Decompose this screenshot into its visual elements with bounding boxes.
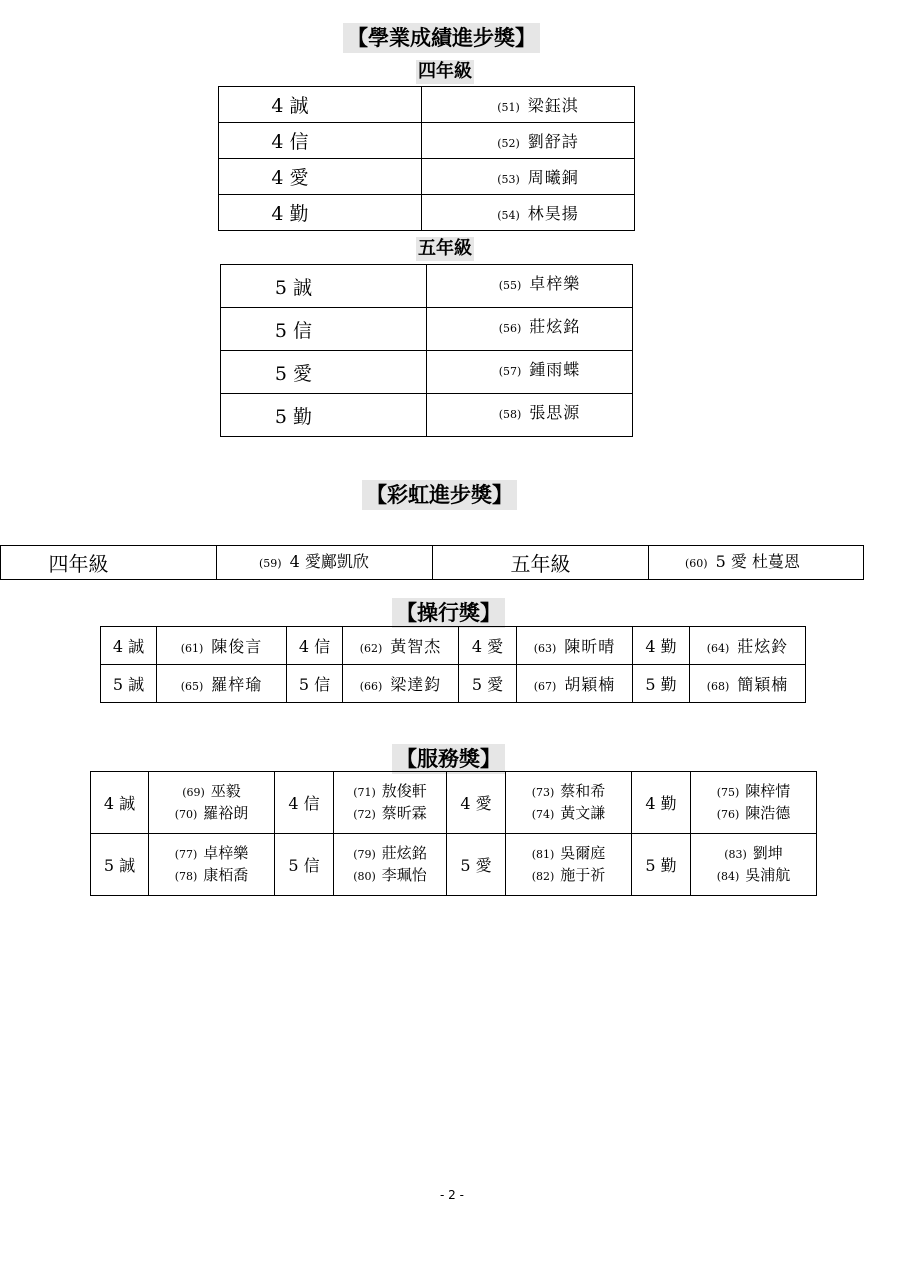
table-row xyxy=(101,665,806,703)
table-row xyxy=(219,159,635,195)
table-row xyxy=(221,308,633,351)
class-cell: 5 愛 xyxy=(221,351,427,394)
class-cell: 5 愛 xyxy=(447,834,506,896)
class-cell: 4 愛 xyxy=(219,159,422,195)
class-cell: 4 勤 xyxy=(633,627,690,665)
class-cell: 5 信 xyxy=(221,308,427,351)
table-row xyxy=(101,627,806,665)
table-row xyxy=(221,265,633,308)
class-cell: 4 愛 xyxy=(459,627,517,665)
class-cell: 5 信 xyxy=(287,665,343,703)
student-pair-cell: (83) 劉坤 (84) 吳浦航 xyxy=(691,834,817,896)
class-cell: 5 誠 xyxy=(221,265,427,308)
rainbow-grade5-cell xyxy=(649,546,864,580)
table-row xyxy=(219,87,635,123)
student-number: (53) xyxy=(497,173,520,186)
student-number: (52) xyxy=(497,137,520,150)
academic-grade5-label: 五年級 xyxy=(418,238,472,259)
student-name: 5 愛 杜蔓恩 xyxy=(715,552,800,571)
class-cell: 4 信 xyxy=(275,772,334,834)
student-pair-cell: (73) 蔡和希 (74) 黃文謙 xyxy=(506,772,632,834)
student-name: 張思源 xyxy=(529,403,581,422)
table-row xyxy=(219,123,635,159)
table-row xyxy=(221,351,633,394)
student-cell xyxy=(422,195,635,231)
student-name: 周曦銅 xyxy=(527,168,579,187)
table-row xyxy=(1,546,864,580)
student-pair-cell: (71) 敖俊軒 (72) 蔡昕霖 xyxy=(334,772,447,834)
class-cell: 5 信 xyxy=(275,834,334,896)
student-cell: (68) 簡穎楠 xyxy=(690,665,806,703)
student-cell xyxy=(427,351,633,394)
student-name: 劉舒詩 xyxy=(527,132,579,151)
rainbow-grade4-label: 四年級 xyxy=(1,546,217,580)
student-cell: (62) 黃智杰 xyxy=(343,627,459,665)
academic-grade5-table xyxy=(220,264,633,437)
student-number: (59) xyxy=(259,557,282,570)
student-name: 4 愛鄺凱欣 xyxy=(289,552,369,571)
class-cell: 4 信 xyxy=(287,627,343,665)
student-cell: (65) 羅梓瑜 xyxy=(157,665,287,703)
student-pair-cell: (69) 巫毅 (70) 羅裕朗 xyxy=(149,772,275,834)
class-cell: 4 誠 xyxy=(91,772,149,834)
student-cell: (66) 梁達鈞 xyxy=(343,665,459,703)
table-row xyxy=(221,394,633,437)
student-number: (56) xyxy=(498,322,522,335)
student-cell xyxy=(427,265,633,308)
class-cell: 5 誠 xyxy=(91,834,149,896)
service-award-title: 【服務獎】 xyxy=(392,744,505,774)
class-cell: 4 誠 xyxy=(219,87,422,123)
class-cell: 4 勤 xyxy=(219,195,422,231)
student-number: (57) xyxy=(498,365,522,378)
student-name: 梁鈺淇 xyxy=(527,96,579,115)
conduct-award-table xyxy=(100,626,806,703)
rainbow-grade5-label: 五年級 xyxy=(433,546,649,580)
table-row xyxy=(219,195,635,231)
class-cell: 4 愛 xyxy=(447,772,506,834)
student-number: (55) xyxy=(498,279,522,292)
service-award-table xyxy=(90,771,817,896)
page-number: - 2 - xyxy=(440,1188,464,1202)
student-number: (58) xyxy=(498,408,522,421)
student-cell xyxy=(422,159,635,195)
class-cell: 4 誠 xyxy=(101,627,157,665)
rainbow-award-title: 【彩虹進步獎】 xyxy=(362,480,517,510)
student-cell: (61) 陳俊言 xyxy=(157,627,287,665)
student-number: (54) xyxy=(497,209,520,222)
class-cell: 4 信 xyxy=(219,123,422,159)
class-cell: 5 愛 xyxy=(459,665,517,703)
student-cell xyxy=(427,308,633,351)
conduct-award-title: 【操行獎】 xyxy=(392,598,505,628)
academic-grade4-label: 四年級 xyxy=(418,61,472,82)
class-cell: 5 誠 xyxy=(101,665,157,703)
student-pair-cell: (79) 莊炫銘 (80) 李珮怡 xyxy=(334,834,447,896)
table-row xyxy=(91,834,817,896)
student-cell xyxy=(427,394,633,437)
student-number: (60) xyxy=(685,557,708,570)
class-cell: 4 勤 xyxy=(632,772,691,834)
student-cell: (63) 陳昕晴 xyxy=(517,627,633,665)
student-cell: (67) 胡穎楠 xyxy=(517,665,633,703)
rainbow-grade4-cell xyxy=(217,546,433,580)
student-pair-cell: (77) 卓梓樂 (78) 康栢喬 xyxy=(149,834,275,896)
class-cell: 5 勤 xyxy=(221,394,427,437)
rainbow-award-table xyxy=(0,545,864,580)
student-name: 鍾雨蝶 xyxy=(529,360,581,379)
student-cell xyxy=(422,123,635,159)
academic-award-title: 【學業成績進步獎】 xyxy=(343,23,540,53)
class-cell: 5 勤 xyxy=(633,665,690,703)
student-cell xyxy=(422,87,635,123)
student-cell: (64) 莊炫鈴 xyxy=(690,627,806,665)
student-number: (51) xyxy=(497,101,520,114)
academic-grade4-table xyxy=(218,86,635,231)
student-pair-cell: (75) 陳梓情 (76) 陳浩德 xyxy=(691,772,817,834)
class-cell: 5 勤 xyxy=(632,834,691,896)
table-row xyxy=(91,772,817,834)
student-name: 林昊揚 xyxy=(527,204,579,223)
student-name: 卓梓樂 xyxy=(529,274,581,293)
student-name: 莊炫銘 xyxy=(529,317,581,336)
student-pair-cell: (81) 吳爾庭 (82) 施于祈 xyxy=(506,834,632,896)
